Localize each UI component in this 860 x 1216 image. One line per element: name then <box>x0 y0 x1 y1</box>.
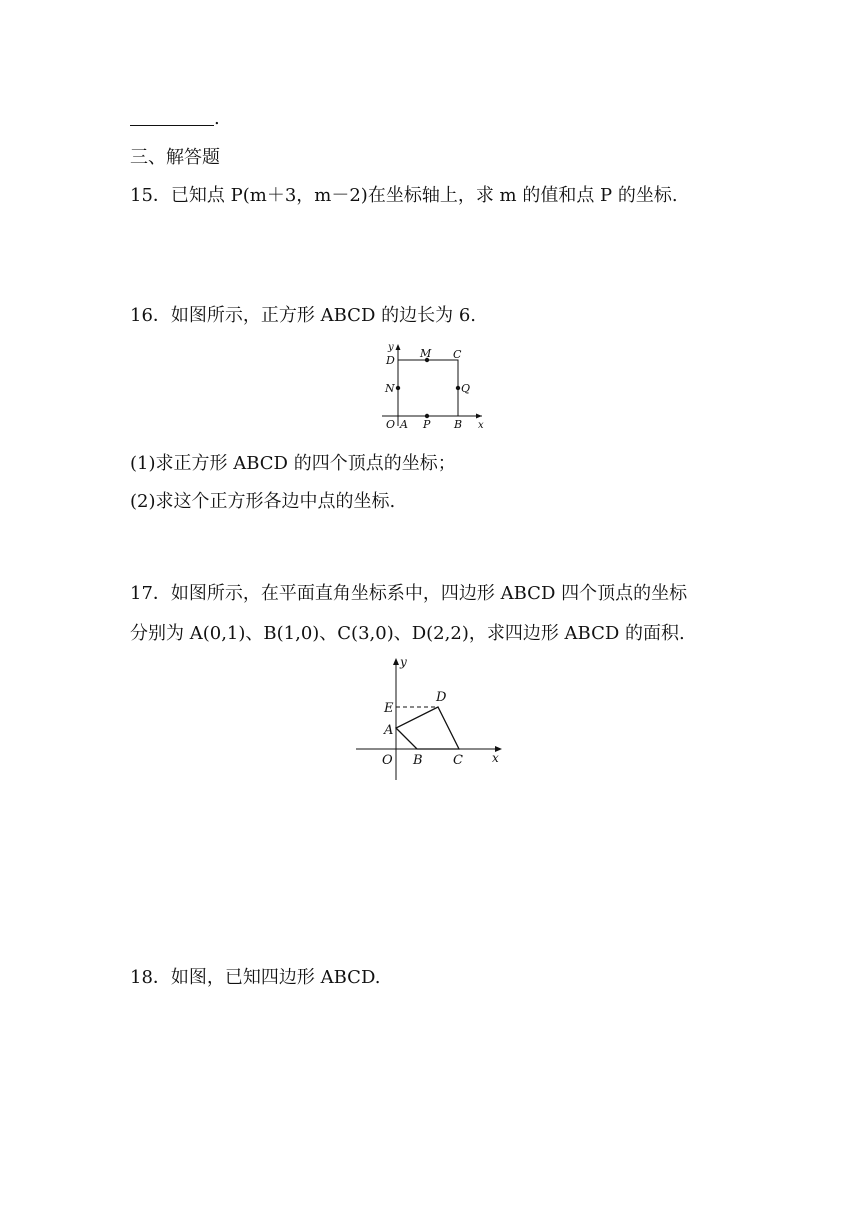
answer-blank-line <box>130 125 214 126</box>
quadrilateral-outline <box>396 707 459 749</box>
label-m: M <box>420 347 432 360</box>
label-q: Q <box>461 382 471 395</box>
label-c: C <box>453 348 462 361</box>
label-n: N <box>385 382 395 395</box>
question-17-line-1: 17．如图所示，在平面直角坐标系中，四边形 ABCD 四个顶点的坐标 <box>130 583 688 604</box>
label-a: A <box>400 418 408 431</box>
y-axis-arrow <box>393 658 399 665</box>
question-16-part-2: (2)求这个正方形各边中点的坐标. <box>130 491 396 512</box>
question-16-part-1: (1)求正方形 ABCD 的四个顶点的坐标； <box>130 453 456 474</box>
label-x: x <box>478 420 484 431</box>
label-b: B <box>413 753 423 768</box>
label-y: y <box>388 342 394 353</box>
label-p: P <box>423 418 431 431</box>
label-d: D <box>436 690 447 705</box>
question-17-line-2: 分别为 A(0,1)、B(1,0)、C(3,0)、D(2,2)，求四边形 ABCD 的面积. <box>130 623 685 644</box>
label-o: O <box>386 418 396 431</box>
question-16-intro: 16．如图所示，正方形 ABCD 的边长为 6. <box>130 305 477 326</box>
label-d: D <box>386 354 395 367</box>
section-heading: 三、解答题 <box>130 147 220 168</box>
y-axis-arrow <box>396 344 401 350</box>
answer-blank-period: . <box>214 108 220 129</box>
label-x: x <box>492 751 499 765</box>
question-15: 15．已知点 P(m＋3，m－2)在坐标轴上，求 m 的值和点 P 的坐标. <box>130 185 678 206</box>
x-axis-arrow <box>476 414 482 419</box>
point-q <box>456 386 460 390</box>
figure-square-abcd <box>376 340 488 432</box>
label-y: y <box>400 655 407 669</box>
label-c: C <box>453 753 463 768</box>
point-n <box>396 386 400 390</box>
label-o: O <box>382 753 393 768</box>
question-18: 18．如图，已知四边形 ABCD. <box>130 967 381 988</box>
figure-quadrilateral-abcd <box>352 654 508 784</box>
label-a: A <box>384 723 394 738</box>
label-e: E <box>384 701 394 716</box>
square-outline <box>398 360 458 416</box>
label-b: B <box>454 418 463 431</box>
